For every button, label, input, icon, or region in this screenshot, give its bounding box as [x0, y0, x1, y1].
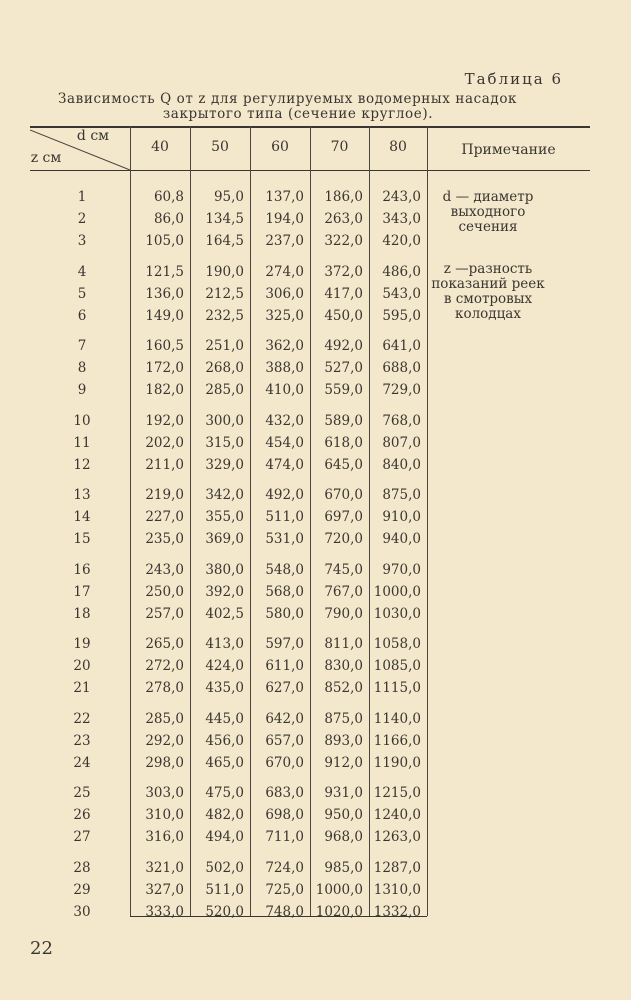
- table-cell: 912,0: [324, 754, 363, 771]
- table-cell: 1115,0: [373, 680, 421, 696]
- table-cell: 697,0: [324, 509, 363, 525]
- table-cell: 322,0: [324, 233, 363, 249]
- row-z-30: 30: [73, 903, 91, 920]
- row-z-9: 9: [77, 382, 87, 398]
- table-cell: 172,0: [145, 360, 184, 376]
- table-cell: 475,0: [205, 785, 244, 801]
- row-z-2: 2: [77, 211, 87, 227]
- table-cell: 243,0: [145, 561, 184, 578]
- table-cell: 137,0: [265, 189, 304, 205]
- table-cell: 60,8: [153, 189, 184, 205]
- row-z-29: 29: [73, 881, 91, 898]
- row-z-24: 24: [73, 754, 91, 771]
- table-cell: 790,0: [324, 605, 363, 622]
- table-cell: 768,0: [382, 412, 421, 429]
- row-z-18: 18: [73, 605, 91, 622]
- table-cell: 940,0: [382, 531, 421, 547]
- table-cell: 688,0: [382, 360, 421, 376]
- note-line: d — диаметр: [442, 189, 534, 205]
- row-z-4: 4: [77, 263, 87, 280]
- table-cell: 830,0: [324, 658, 363, 674]
- table-cell: 237,0: [265, 233, 304, 249]
- table-cell: 875,0: [324, 710, 363, 727]
- table-cell: 105,0: [145, 233, 184, 249]
- table-cell: 149,0: [145, 307, 184, 324]
- table-cell: 670,0: [324, 487, 363, 503]
- table-cell: 257,0: [145, 605, 184, 622]
- table-cell: 931,0: [324, 785, 363, 801]
- table-caption-line-2: закрытого типа (сечение круглое).: [162, 106, 434, 122]
- row-z-5: 5: [77, 285, 87, 302]
- table-cell: 910,0: [382, 509, 421, 525]
- table-cell: 263,0: [324, 211, 363, 227]
- table-cell: 527,0: [324, 360, 363, 376]
- table-cell: 494,0: [205, 829, 244, 845]
- table-cell: 1332,0: [373, 903, 421, 920]
- row-z-27: 27: [73, 829, 91, 845]
- table-cell: 372,0: [324, 263, 363, 280]
- table-cell: 300,0: [205, 412, 244, 429]
- table-cell: 272,0: [145, 658, 184, 674]
- table-cell: 285,0: [205, 382, 244, 398]
- table-cell: 212,5: [205, 285, 244, 302]
- table-cell: 315,0: [205, 434, 244, 451]
- table-cell: 670,0: [265, 754, 304, 771]
- table-cell: 186,0: [324, 189, 363, 205]
- row-z-1: 1: [77, 189, 87, 205]
- table-cell: 251,0: [205, 338, 244, 354]
- table-cell: 190,0: [205, 263, 244, 280]
- table-cell: 232,5: [205, 307, 244, 324]
- table-cell: 543,0: [382, 285, 421, 302]
- table-cell: 627,0: [265, 680, 304, 696]
- table-cell: 432,0: [265, 412, 304, 429]
- table-cell: 683,0: [265, 785, 304, 801]
- table-cell: 424,0: [205, 658, 244, 674]
- table-cell: 970,0: [382, 561, 421, 578]
- table-cell: 164,5: [205, 233, 244, 249]
- table-cell: 852,0: [324, 680, 363, 696]
- table-cell: 811,0: [324, 636, 363, 652]
- table-cell: 807,0: [382, 434, 421, 451]
- table-cell: 250,0: [145, 583, 184, 600]
- table-cell: 568,0: [265, 583, 304, 600]
- header-note: Примечание: [461, 142, 556, 158]
- table-cell: 729,0: [382, 382, 421, 398]
- header-d-60: 60: [271, 139, 289, 155]
- table-cell: 1190,0: [373, 754, 421, 771]
- row-z-11: 11: [73, 434, 91, 451]
- table-cell: 748,0: [265, 903, 304, 920]
- table-cell: 580,0: [265, 605, 304, 622]
- table-cell: 511,0: [265, 509, 304, 525]
- table-cell: 420,0: [382, 233, 421, 249]
- table-cell: 611,0: [265, 658, 304, 674]
- note-line: выходного: [450, 204, 526, 220]
- table-cell: 362,0: [265, 338, 304, 354]
- row-z-25: 25: [73, 785, 91, 801]
- table-cell: 413,0: [205, 636, 244, 652]
- table-cell: 202,0: [145, 434, 184, 451]
- table-cell: 392,0: [205, 583, 244, 600]
- table-cell: 589,0: [324, 412, 363, 429]
- row-z-16: 16: [73, 561, 91, 578]
- header-d-40: 40: [151, 139, 169, 155]
- table-cell: 456,0: [205, 732, 244, 749]
- table-cell: 502,0: [205, 859, 244, 876]
- row-z-14: 14: [73, 509, 91, 525]
- note-line: z —разность: [443, 261, 533, 277]
- table-caption-line-1: Зависимость Q от z для регулируемых водомерных насадок: [58, 91, 518, 107]
- row-z-26: 26: [73, 807, 91, 823]
- table-label: Таблица 6: [464, 70, 563, 88]
- table-cell: 445,0: [205, 710, 244, 727]
- table-cell: 492,0: [324, 338, 363, 354]
- row-z-22: 22: [73, 710, 91, 727]
- row-z-15: 15: [73, 531, 91, 547]
- table-cell: 657,0: [265, 732, 304, 749]
- table-cell: 645,0: [324, 456, 363, 473]
- table-cell: 745,0: [324, 561, 363, 578]
- table-cell: 194,0: [265, 211, 304, 227]
- page-number: 22: [30, 938, 53, 959]
- table-cell: 642,0: [265, 710, 304, 727]
- table-cell: 321,0: [145, 859, 184, 876]
- header-d-label: d см: [76, 128, 110, 144]
- note-line: сечения: [458, 219, 518, 235]
- table-cell: 243,0: [382, 189, 421, 205]
- table-cell: 641,0: [382, 338, 421, 354]
- table-cell: 875,0: [382, 487, 421, 503]
- table-cell: 520,0: [205, 903, 244, 920]
- note-1: [428, 190, 548, 235]
- table-cell: 1310,0: [373, 881, 421, 898]
- table-cell: 380,0: [205, 561, 244, 578]
- table-cell: 450,0: [324, 307, 363, 324]
- table-cell: 388,0: [265, 360, 304, 376]
- note-line: показаний реек: [431, 276, 545, 292]
- header-d-80: 80: [389, 139, 407, 155]
- table-cell: 343,0: [382, 211, 421, 227]
- table-cell: 950,0: [324, 807, 363, 823]
- table-cell: 268,0: [205, 360, 244, 376]
- table-cell: 355,0: [205, 509, 244, 525]
- table-cell: 511,0: [205, 881, 244, 898]
- table-cell: 454,0: [265, 434, 304, 451]
- table-cell: 329,0: [205, 456, 244, 473]
- table-cell: 1240,0: [373, 807, 421, 823]
- row-z-19: 19: [73, 636, 91, 652]
- table-cell: 968,0: [324, 829, 363, 845]
- table-cell: 274,0: [265, 263, 304, 280]
- table-cell: 597,0: [265, 636, 304, 652]
- table-cell: 95,0: [213, 189, 244, 205]
- table-cell: 474,0: [265, 456, 304, 473]
- table-cell: 486,0: [382, 263, 421, 280]
- table-cell: 265,0: [145, 636, 184, 652]
- header-z-label: z см: [30, 150, 62, 166]
- table-cell: 531,0: [265, 531, 304, 547]
- row-z-20: 20: [73, 658, 91, 674]
- table-cell: 316,0: [145, 829, 184, 845]
- table-cell: 559,0: [324, 382, 363, 398]
- table-cell: 1166,0: [373, 732, 421, 749]
- table-cell: 893,0: [324, 732, 363, 749]
- table-cell: 325,0: [265, 307, 304, 324]
- table-cell: 1000,0: [373, 583, 421, 600]
- table-cell: 417,0: [324, 285, 363, 302]
- table-cell: 160,5: [145, 338, 184, 354]
- table-cell: 698,0: [265, 807, 304, 823]
- table-cell: 720,0: [324, 531, 363, 547]
- table-cell: 136,0: [145, 285, 184, 302]
- row-z-23: 23: [73, 732, 91, 749]
- note-line: в смотровых: [443, 291, 533, 307]
- table-cell: 548,0: [265, 561, 304, 578]
- table-cell: 306,0: [265, 285, 304, 302]
- table-cell: 192,0: [145, 412, 184, 429]
- row-z-12: 12: [73, 456, 91, 473]
- row-z-21: 21: [73, 680, 91, 696]
- row-z-7: 7: [77, 338, 87, 354]
- table-cell: 310,0: [145, 807, 184, 823]
- table-cell: 1263,0: [373, 829, 421, 845]
- column-divider: [427, 126, 428, 916]
- table-cell: 1085,0: [373, 658, 421, 674]
- table-cell: 618,0: [324, 434, 363, 451]
- table-cell: 1215,0: [373, 785, 421, 801]
- row-z-17: 17: [73, 583, 91, 600]
- row-z-28: 28: [73, 859, 91, 876]
- table-cell: 985,0: [324, 859, 363, 876]
- header-d-50: 50: [211, 139, 229, 155]
- table-cell: 303,0: [145, 785, 184, 801]
- note-line: колодцах: [455, 306, 521, 322]
- table-cell: 492,0: [265, 487, 304, 503]
- table-cell: 327,0: [145, 881, 184, 898]
- table-cell: 1000,0: [315, 881, 363, 898]
- table-cell: 725,0: [265, 881, 304, 898]
- table-cell: 211,0: [145, 456, 184, 473]
- table-cell: 1140,0: [373, 710, 421, 727]
- table-cell: 1020,0: [315, 903, 363, 920]
- table-cell: 711,0: [265, 829, 304, 845]
- table-cell: 435,0: [205, 680, 244, 696]
- table-cell: 465,0: [205, 754, 244, 771]
- table-cell: 285,0: [145, 710, 184, 727]
- table-cell: 298,0: [145, 754, 184, 771]
- table-cell: 227,0: [145, 509, 184, 525]
- table-cell: 1058,0: [373, 636, 421, 652]
- row-z-8: 8: [77, 360, 87, 376]
- note-2: [428, 262, 548, 322]
- table-cell: 840,0: [382, 456, 421, 473]
- table-cell: 333,0: [145, 903, 184, 920]
- table-cell: 134,5: [205, 211, 244, 227]
- table-cell: 1287,0: [373, 859, 421, 876]
- table-cell: 1030,0: [373, 605, 421, 622]
- table-cell: 410,0: [265, 382, 304, 398]
- row-z-6: 6: [77, 307, 87, 324]
- table-cell: 278,0: [145, 680, 184, 696]
- table-cell: 235,0: [145, 531, 184, 547]
- table-cell: 595,0: [382, 307, 421, 324]
- table-cell: 121,5: [145, 263, 184, 280]
- table-cell: 402,5: [205, 605, 244, 622]
- table-cell: 482,0: [205, 807, 244, 823]
- table-cell: 182,0: [145, 382, 184, 398]
- row-z-13: 13: [73, 487, 91, 503]
- row-z-3: 3: [77, 233, 87, 249]
- table-cell: 86,0: [153, 211, 184, 227]
- row-z-10: 10: [73, 412, 91, 429]
- header-d-70: 70: [330, 139, 349, 155]
- table-cell: 767,0: [324, 583, 363, 600]
- table-cell: 724,0: [265, 859, 304, 876]
- table-cell: 292,0: [145, 732, 184, 749]
- table-cell: 369,0: [205, 531, 244, 547]
- table-cell: 219,0: [145, 487, 184, 503]
- table-cell: 342,0: [205, 487, 244, 503]
